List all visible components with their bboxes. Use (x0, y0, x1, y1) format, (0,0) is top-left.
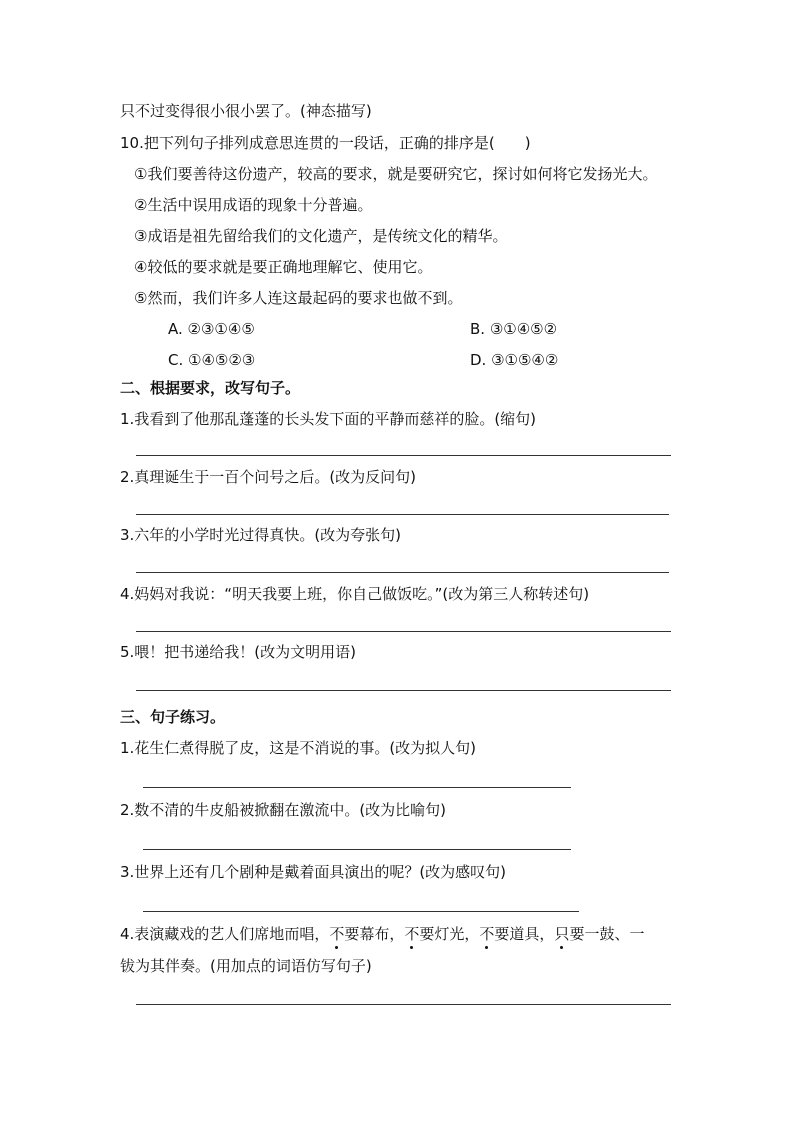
s3-answer-line-4[interactable] (136, 1004, 671, 1005)
question-10-stem: 10.把下列句子排列成意思连贯的一段话，正确的排序是( ) (120, 134, 531, 152)
s3-question-4-line-2: 钹为其伴奏。(用加点的词语仿写句子) (120, 957, 372, 975)
carry-over-line: 只不过变得很小很小罢了。(神态描写) (120, 102, 372, 120)
s3-question-1: 1.花生仁煮得脱了皮，这是不消说的事。(改为拟人句) (120, 739, 477, 757)
q10-option-a: A. ②③①④⑤ (168, 320, 255, 338)
s2-answer-line-5[interactable] (136, 690, 671, 691)
s3-q4-text-g: 要道具， (494, 925, 555, 943)
s3-answer-line-1[interactable] (143, 787, 571, 788)
s3-question-2: 2.数不清的牛皮船被掀翻在激流中。(改为比喻句) (120, 801, 447, 819)
s3-q4-dotted-char-1: 不 (329, 925, 345, 943)
q10-option-c: C. ①④⑤②③ (168, 351, 256, 369)
q10-option-d: D. ③①⑤④② (470, 351, 559, 369)
q10-item-2: ②生活中误用成语的现象十分普遍。 (134, 196, 373, 214)
s3-question-4 (120, 923, 644, 945)
q10-option-b: B. ③①④⑤② (470, 320, 558, 338)
s2-question-2: 2.真理诞生于一百个问号之后。(改为反问句) (120, 468, 417, 486)
s2-question-1: 1.我看到了他那乱蓬蓬的长头发下面的平静而慈祥的脸。(缩句) (120, 410, 537, 428)
s3-answer-line-3[interactable] (143, 911, 579, 912)
s3-q4-text-a: 4.表演藏戏的艺人们席地而唱， (120, 925, 330, 943)
q10-item-1: ①我们要善待这份遗产，较高的要求，就是要研究它，探讨如何将它发扬光大。 (134, 165, 658, 183)
section-2-heading: 二、根据要求，改写句子。 (120, 379, 301, 397)
s3-answer-line-2[interactable] (143, 849, 571, 850)
s3-q4-dotted-char-2: 不 (404, 925, 420, 943)
s3-q4-text-i: 要一鼓、一 (569, 925, 645, 943)
s2-question-4: 4.妈妈对我说：“明天我要上班，你自己做饭吃。”(改为第三人称转述句) (120, 585, 590, 603)
s2-answer-line-4[interactable] (136, 631, 671, 632)
s2-answer-line-2[interactable] (136, 514, 669, 515)
s3-q4-dotted-char-4: 只 (554, 925, 570, 943)
s3-question-3: 3.世界上还有几个剧种是戴着面具演出的呢？(改为感叹句) (120, 863, 507, 881)
s2-answer-line-3[interactable] (136, 572, 669, 573)
q10-item-3: ③成语是祖先留给我们的文化遗产，是传统文化的精华。 (134, 227, 508, 245)
q10-item-5: ⑤然而，我们许多人连这最起码的要求也做不到。 (134, 289, 463, 307)
section-3-heading: 三、句子练习。 (120, 708, 226, 726)
s2-answer-line-1[interactable] (136, 455, 671, 456)
s2-question-5: 5.喂！把书递给我！(改为文明用语) (120, 643, 357, 661)
s2-question-3: 3.六年的小学时光过得真快。(改为夸张句) (120, 526, 402, 544)
s3-q4-dotted-char-3: 不 (479, 925, 495, 943)
s3-q4-text-e: 要灯光， (419, 925, 480, 943)
s3-q4-text-c: 要幕布， (344, 925, 405, 943)
q10-item-4: ④较低的要求就是要正确地理解它、使用它。 (134, 258, 433, 276)
